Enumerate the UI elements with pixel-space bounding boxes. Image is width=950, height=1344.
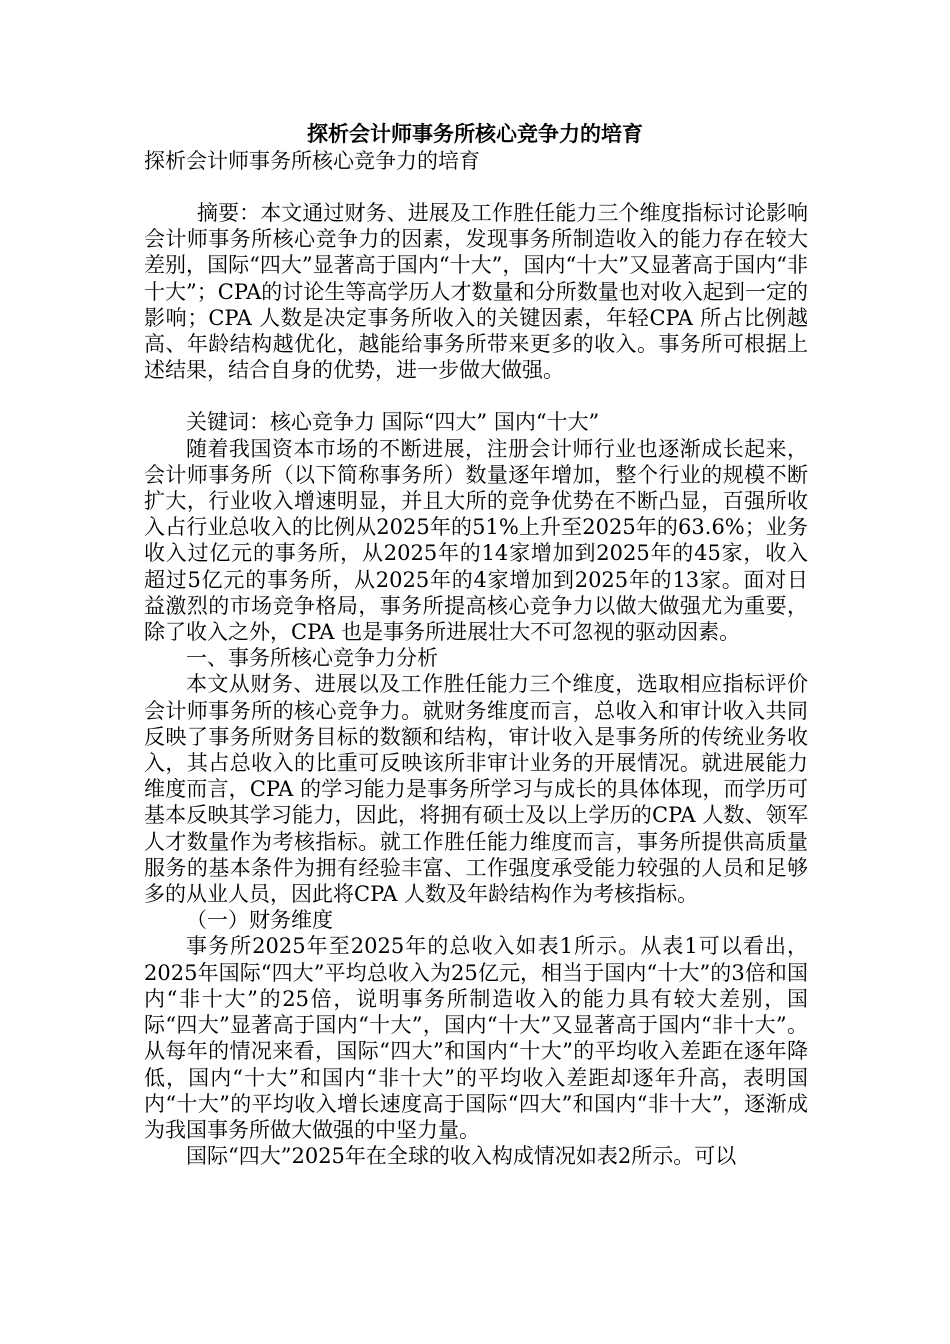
document-title: 探析会计师事务所核心竞争力的培育 [307,121,643,146]
subsection-heading: （一）财务维度 [186,908,333,933]
body-paragraph: 本文从财务、进展以及工作胜任能力三个维度，选取相应指标评价会计师事务所的核心竞争力。就财务维度而言，总收入和审计收入共同反映了事务所财务目标的数额和结构，审计收入是事务所的传统业务收入，其占总收入的比重可反映该所非审计业务的开展情况。就进展能力维度而言，CPA 的学习能力是事务所学习与成长的具体体现，而学历可基本反映其学习能力，因此，将拥有硕士及以上学历的CPA 人数、领军人才数量作为考核指标。就工作胜任能力维度而言，事务所提供高质量服务的基本条件为拥有经验丰富、工作强度承受能力较强的人员和足够多的从业人员，因此将CPA 人数及年龄结构作为考核指标。 [144,672,808,907]
keywords-paragraph: 关键词：核心竞争力 国际“四大” 国内“十大” [186,410,600,435]
body-paragraph: 事务所2025年至2025年的总收入如表1所示。从表1可以看出，2025年国际“四大”平均总收入为25亿元，相当于国内“十大”的3倍和国内“非十大”的25倍，说明事务所制造收入的能力具有较大差别，国际“四大”显著高于国内“十大”，国内“十大”又显著高于国内“非十大”。从每年的情况来看，国际“四大”和国内“十大”的平均收入差距在逐年降低，国内“十大”和国内“非十大”的平均收入差距却逐年升高，表明国内“十大”的平均收入增长速度高于国际“四大”和国内“非十大”，逐渐成为我国事务所做大做强的中坚力量。 [144,934,808,1142]
body-paragraph: 随着我国资本市场的不断进展，注册会计师行业也逐渐成长起来，会计师事务所（以下简称事务所）数量逐年增加，整个行业的规模不断扩大，行业收入增速明显，并且大所的竞争优势在不断凸显，百强所收入占行业总收入的比例从2025年的51%上升至2025年的63.6%；业务收入过亿元的事务所，从2025年的14家增加到2025年的45家，收入超过5亿元的事务所，从2025年的4家增加到2025年的13家。面对日益激烈的市场竞争格局，事务所提高核心竞争力以做大做强尤为重要，除了收入之外，CPA 也是事务所进展壮大不可忽视的驱动因素。 [144,436,808,645]
document-body [144,200,808,1169]
document-subtitle: 探析会计师事务所核心竞争力的培育 [144,149,480,173]
body-paragraph: 国际“四大”2025年在全球的收入构成情况如表2所示。可以 [186,1144,737,1169]
abstract-paragraph: 摘要：本文通过财务、进展及工作胜任能力三个维度指标讨论影响会计师事务所核心竞争力的因素，发现事务所制造收入的能力存在较大差别，国际“四大”显著高于国内“十大”，国内“十大”又显著高于国内“非十大”；CPA的讨论生等高学历人才数量和分所数量也对收入起到一定的影响；CPA 人数是决定事务所收入的关键因素，年轻CPA 所占比例越高、年龄结构越优化，越能给事务所带来更多的收入。事务所可根据上述结果，结合自身的优势，进一步做大做强。 [144,201,808,383]
section-heading: 一、事务所核心竞争力分析 [186,646,438,671]
